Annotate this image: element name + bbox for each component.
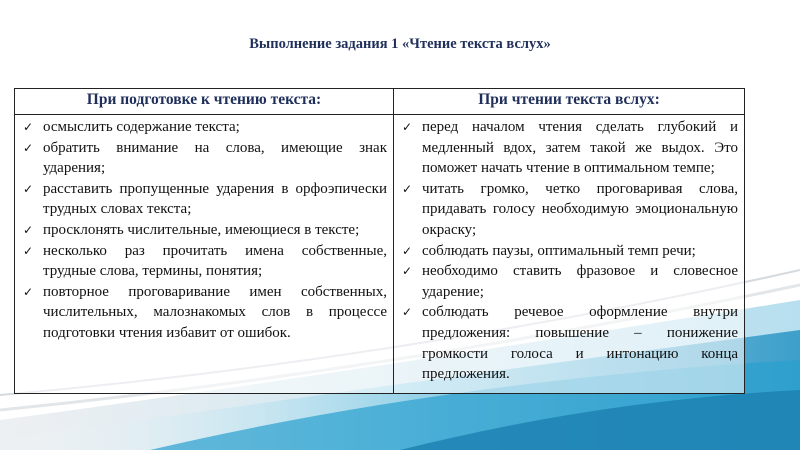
- preparation-cell: [15, 115, 394, 394]
- list-item-text: повторное проговаривание имен собственных, числительных, малознакомых слов в процессе подготовки чтения избавит от ошибок.: [43, 283, 387, 341]
- checkmark-icon: ✓: [402, 120, 413, 134]
- list-item: [400, 302, 738, 384]
- preparation-list: [21, 117, 387, 344]
- reading-cell: [394, 115, 745, 394]
- checkmark-icon: ✓: [23, 243, 34, 258]
- reading-list: [400, 117, 738, 385]
- checkmark-icon: ✓: [23, 140, 34, 155]
- list-item-text: перед началом чтения сделать глубокий и медленный вдох, затем такой же выдох. Это поможет начать чтение в оптимальном темпе;: [422, 119, 738, 177]
- column-header-preparation: При подготовке к чтению текста:: [15, 89, 394, 115]
- checkmark-icon: ✓: [402, 305, 413, 320]
- checkmark-icon: ✓: [23, 120, 34, 134]
- list-item: [21, 282, 387, 344]
- checkmark-icon: ✓: [23, 284, 34, 299]
- column-header-reading: При чтении текста вслух:: [394, 89, 745, 115]
- list-item: [21, 220, 387, 241]
- list-item: [400, 261, 738, 302]
- checkmark-icon: ✓: [23, 181, 34, 196]
- checkmark-icon: ✓: [402, 181, 413, 196]
- list-item-text: осмыслить содержание текста;: [43, 119, 240, 135]
- list-item-text: необходимо ставить фразовое и словесное ударение;: [422, 263, 738, 300]
- checkmark-icon: ✓: [23, 222, 34, 237]
- list-item-text: обратить внимание на слова, имеющие знак ударения;: [43, 139, 387, 177]
- checkmark-icon: ✓: [402, 264, 413, 279]
- checkmark-icon: ✓: [402, 243, 413, 258]
- list-item-text: читать громко, четко проговаривая слова, придавать голосу необходимую эмоциональную окраску;: [422, 180, 738, 238]
- list-item-text: соблюдать паузы, оптимальный темп речи;: [422, 242, 696, 259]
- instructions-table: [14, 88, 745, 394]
- list-item-text: просклонять числительные, имеющиеся в тексте;: [43, 221, 360, 238]
- slide-title: Выполнение задания 1 «Чтение текста вслух»: [249, 36, 551, 52]
- list-item: [21, 117, 387, 138]
- list-item: [21, 138, 387, 179]
- list-item: [400, 179, 738, 241]
- list-item: [21, 241, 387, 282]
- list-item-text: расставить пропущенные ударения в орфоэпически трудных словах текста;: [43, 180, 387, 218]
- list-item: [400, 241, 738, 262]
- list-item-text: соблюдать речевое оформление внутри предложения: повышение – понижение громкости голоса и интонацию конца предложения.: [422, 304, 738, 383]
- list-item: [21, 179, 387, 220]
- list-item: [400, 117, 738, 179]
- list-item-text: несколько раз прочитать имена собственные, трудные слова, термины, понятия;: [43, 242, 387, 280]
